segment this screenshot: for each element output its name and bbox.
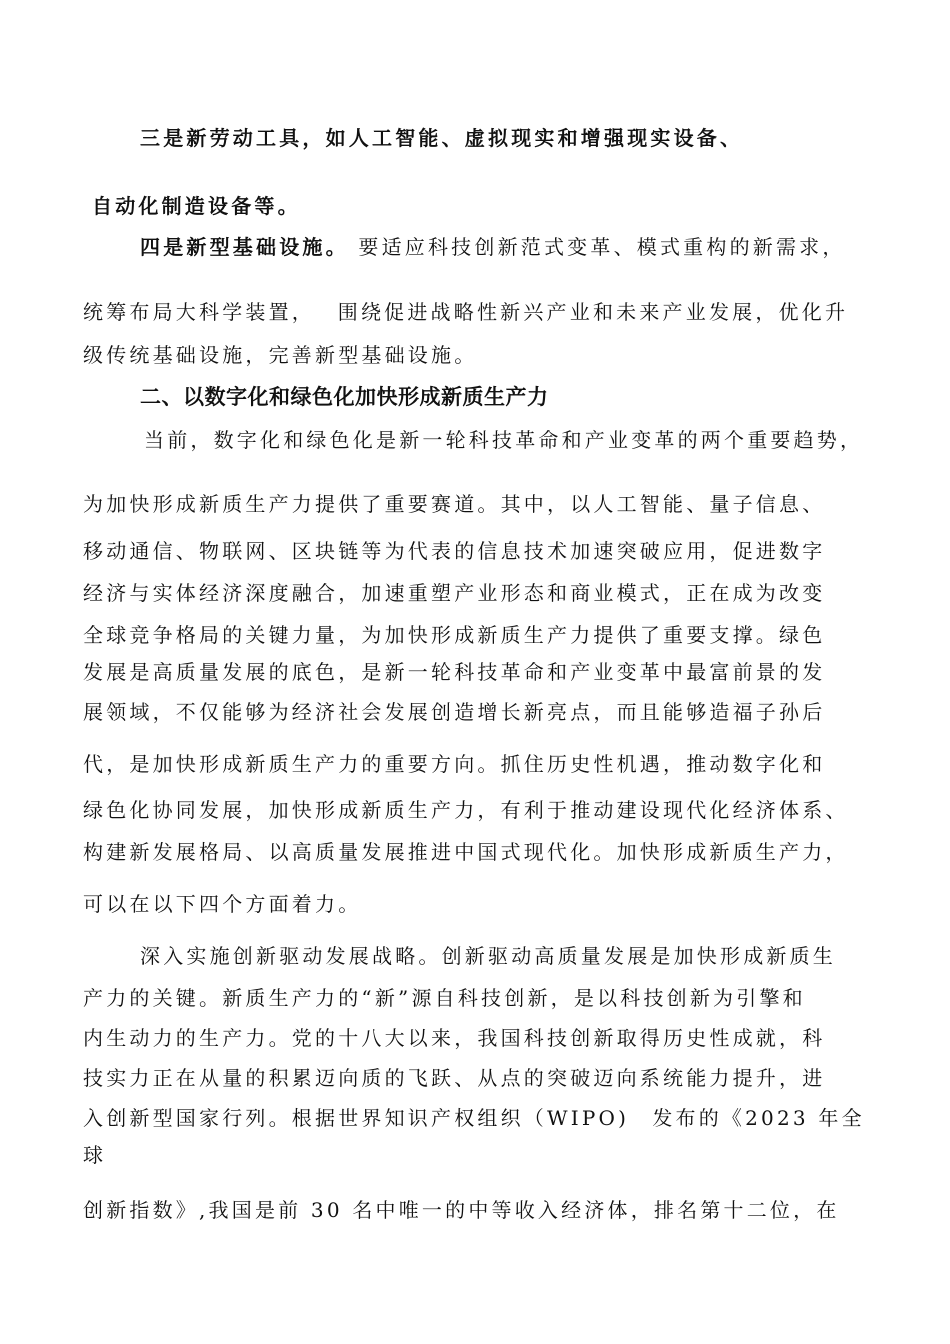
- paragraph-line-23: 球: [83, 1143, 107, 1167]
- paragraph-line-19: 产力的关键。新质生产力的“新”源自科技创新，是以科技创新为引擎和: [83, 986, 806, 1010]
- paragraph-line-14: 代，是加快形成新质生产力的重要方向。抓住历史性机遇，推动数字化和: [83, 752, 826, 776]
- section-heading: 二、以数字化和绿色化加快形成新质生产力: [140, 385, 549, 409]
- paragraph-line-18: 深入实施创新驱动发展战略。创新驱动高质量发展是加快形成新质生: [140, 944, 836, 968]
- paragraph-line-10: 经济与实体经济深度融合，加速重塑产业形态和商业模式，正在成为改变: [83, 581, 826, 605]
- paragraph-line-8: 为加快形成新质生产力提供了重要赛道。其中，以人工智能、量子信息、: [83, 492, 826, 516]
- paragraph-line-16: 构建新发展格局、以高质量发展推进中国式现代化。加快形成新质生产力，: [83, 840, 849, 864]
- paragraph-line-11: 全球竞争格局的关键力量，为加快形成新质生产力提供了重要支撑。绿色: [83, 623, 826, 647]
- paragraph-line-12: 发展是高质量发展的底色，是新一轮科技革命和产业变革中最富前景的发: [83, 660, 826, 684]
- paragraph-line-1: 三是新劳动工具，如人工智能、虚拟现实和增强现实设备、: [140, 126, 744, 150]
- paragraph-line-13: 展领域，不仅能够为经济社会发展创造增长新亮点，而且能够造福子孙后: [83, 700, 826, 724]
- paragraph-line-21: 技实力正在从量的积累迈向质的飞跃、从点的突破迈向系统能力提升，进: [83, 1066, 826, 1090]
- paragraph-line-3: [140, 233, 846, 261]
- paragraph-line-7: 当前，数字化和绿色化是新一轮科技革命和产业变革的两个重要趋势，: [144, 428, 864, 452]
- paragraph-line-2: 自动化制造设备等。: [92, 194, 301, 218]
- paragraph-line-5: 级传统基础设施，完善新型基础设施。: [83, 343, 478, 367]
- lead-phrase: 四是新型基础设施。: [140, 235, 349, 259]
- paragraph-line-22: 入创新型国家行列。根据世界知识产权组织（WIPO) 发布的《2023 年全: [83, 1106, 865, 1130]
- lead-continuation: 要适应科技创新范式变革、模式重构的新需求，: [348, 235, 846, 259]
- paragraph-line-15: 绿色化协同发展，加快形成新质生产力，有利于推动建设现代化经济体系、: [83, 798, 849, 822]
- paragraph-line-24: 创新指数》,我国是前 30 名中唯一的中等收入经济体，排名第十二位，在: [83, 1198, 840, 1222]
- paragraph-line-17: 可以在以下四个方面着力。: [83, 892, 362, 916]
- paragraph-line-20: 内生动力的生产力。党的十八大以来，我国科技创新取得历史性成就，科: [83, 1026, 826, 1050]
- paragraph-line-4: 统筹布局大科学装置， 围绕促进战略性新兴产业和未来产业发展，优化升: [83, 300, 849, 324]
- paragraph-line-9: 移动通信、物联网、区块链等为代表的信息技术加速突破应用，促进数字: [83, 539, 826, 563]
